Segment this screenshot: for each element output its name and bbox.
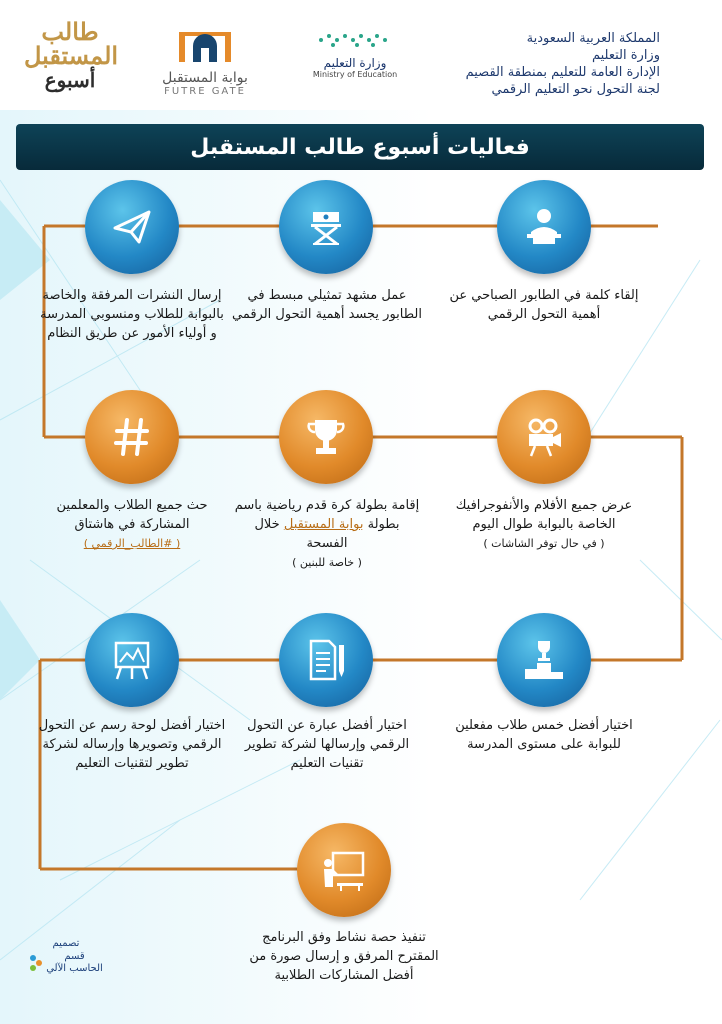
activity-circle: [279, 613, 373, 707]
activity-description: اختيار أفضل لوحة رسم عن التحول الرقمي وتصويرها وإرساله لشركة تطوير لتقنيات التعليم: [38, 718, 226, 771]
podium-icon: [519, 635, 569, 685]
title-banner: [16, 124, 704, 170]
header-line: الإدارة العامة للتعليم بمنطقة القصيم: [465, 65, 660, 80]
ministry-header-text: [400, 30, 660, 98]
activity-circle: [497, 390, 591, 484]
activity-circle: [297, 823, 391, 917]
moe-logo-arabic: وزارة التعليم: [323, 56, 387, 70]
hashtag-icon: [107, 412, 157, 462]
activity-circle: [85, 613, 179, 707]
future-gate-logo: [150, 26, 260, 97]
activity-text: [37, 496, 227, 553]
gate-logo-arabic: بوابة المستقبل: [162, 70, 248, 86]
credit-label: تصميم: [52, 938, 80, 949]
activity-description: اختيار أفضل عبارة عن التحول الرقمي وإرسالها لشركة تطوير تقنيات التعليم: [244, 718, 410, 771]
ministry-of-education-logo: [300, 30, 410, 79]
activity-description: إرسال النشرات المرفقة والخاصة بالبوابة للطلاب ومنسوبي المدرسة و أولياء الأمور عن طريق النظام: [40, 288, 224, 341]
activity-text: [449, 286, 639, 324]
activity-circle: [497, 180, 591, 274]
activity-circle: [497, 613, 591, 707]
highlighted-text: بوابة المستقبل: [283, 517, 364, 532]
activity-text: [37, 286, 227, 343]
document-pen-icon: [301, 635, 351, 685]
paper-plane-icon: [107, 202, 157, 252]
director-chair-icon: [301, 202, 351, 252]
hashtag-label: ( #الطالب_الرقمي ): [83, 537, 181, 550]
week-logo-top: طالب المستقبل: [24, 17, 119, 70]
activity-description: اختيار أفضل خمس طلاب مفعلين للبوابة على مستوى المدرسة: [455, 718, 633, 752]
activity-description: خلال الفسحة: [254, 517, 348, 551]
week-logo-bottom: أسبوع: [44, 68, 96, 92]
department-logo: [20, 951, 112, 975]
activity-note: ( خاصة للبنين ): [292, 556, 362, 569]
activity-text: [232, 286, 422, 324]
moe-logo-english: Ministry of Education: [312, 70, 398, 79]
activity-description: تنفيذ حصة نشاط وفق البرنامج المقترح المرفق و إرسال صورة من أفضل المشاركات الطلابية: [249, 930, 439, 983]
activity-text: [37, 716, 227, 773]
activity-note: ( في حال توفر الشاشات ): [483, 537, 605, 550]
department-dots-icon: [29, 954, 43, 972]
future-student-week-logo: [24, 17, 119, 92]
gate-arch-icon: [175, 26, 235, 64]
page-title: فعاليات أسبوع طالب المستقبل: [190, 134, 530, 160]
activity-text: [232, 496, 422, 572]
activity-circle: [279, 180, 373, 274]
gate-logo-english: FUTRE GATE: [164, 86, 246, 97]
activity-text: [232, 716, 422, 773]
activity-description: إقامة بطولة كرة قدم رياضية باسم بطولة: [234, 498, 420, 532]
department-name-line1: قسم: [64, 951, 85, 962]
header-line: لجنة التحول نحو التعليم الرقمي: [491, 82, 660, 97]
moe-dots-icon: [315, 30, 395, 50]
activity-description: إلقاء كلمة في الطابور الصباحي عن أهمية التحول الرقمي: [449, 288, 639, 322]
design-credit: [20, 938, 112, 975]
header-line: المملكة العربية السعودية: [526, 31, 660, 46]
activity-description: عمل مشهد تمثيلي مبسط في الطابور يجسد أهمية التحول الرقمي: [231, 288, 422, 322]
activity-circle: [279, 390, 373, 484]
activity-text: [449, 496, 639, 553]
speech-podium-icon: [519, 202, 569, 252]
film-projector-icon: [519, 412, 569, 462]
activity-text: [449, 716, 639, 754]
department-name-line2: الحاسب الآلي: [46, 963, 103, 974]
activity-circle: [85, 390, 179, 484]
presentation-board-icon: [319, 845, 369, 895]
activity-description: عرض جميع الأفلام والأنفوجرافيك الخاصة بالبوابة طوال اليوم: [455, 498, 633, 532]
trophy-icon: [301, 412, 351, 462]
activity-description: حث جميع الطلاب والمعلمين المشاركة في هاشتاق: [56, 498, 208, 532]
activity-text: [249, 928, 439, 985]
header-line: وزارة التعليم: [591, 48, 660, 63]
activity-circle: [85, 180, 179, 274]
drawing-easel-icon: [107, 635, 157, 685]
